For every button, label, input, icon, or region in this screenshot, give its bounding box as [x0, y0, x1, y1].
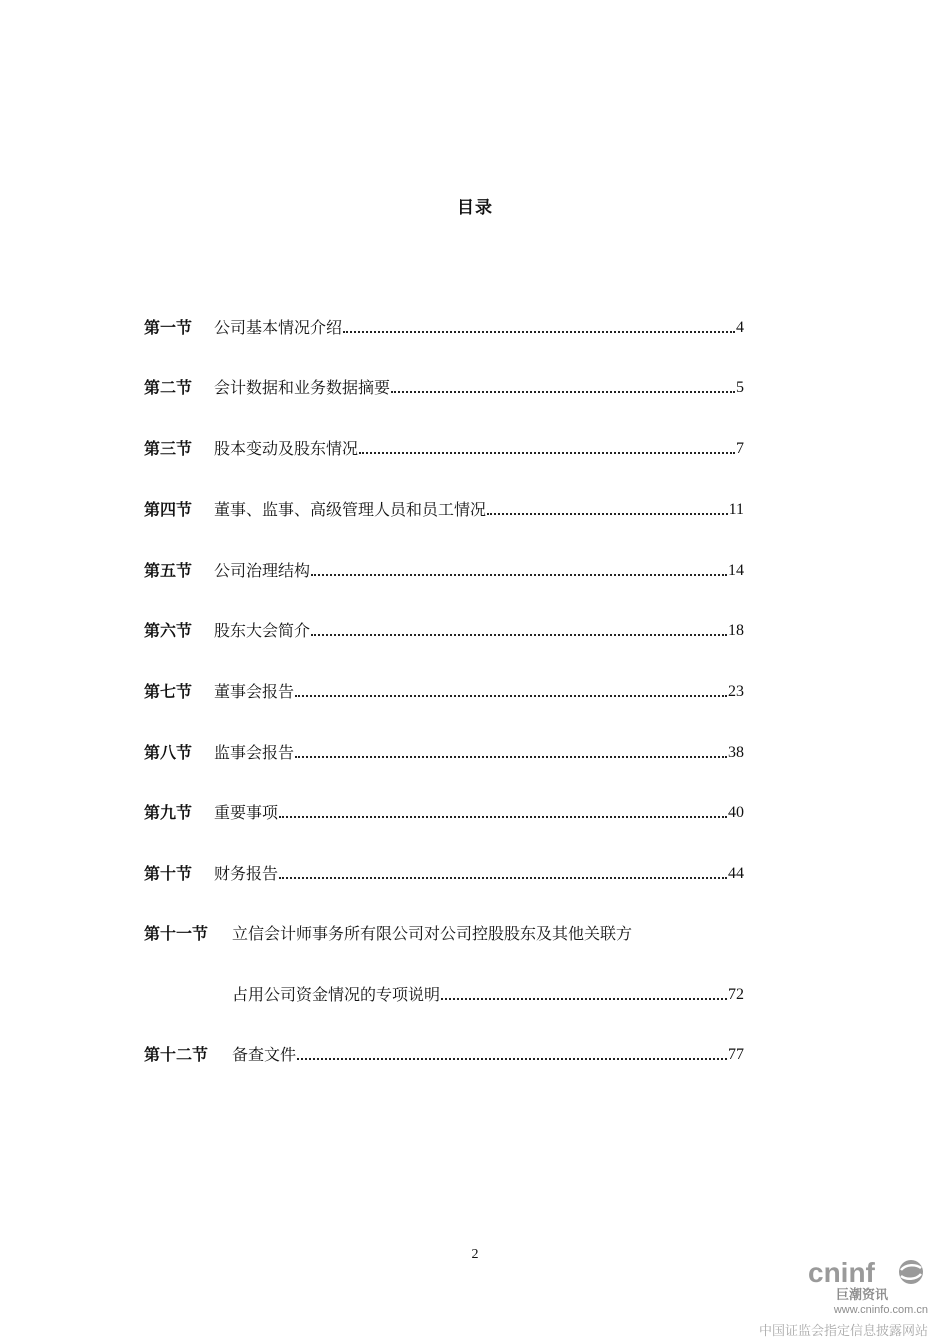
dot-leader	[391, 391, 735, 393]
toc-section-label: 第七节	[144, 682, 193, 701]
toc-title: 董事、监事、高级管理人员和员工情况	[214, 500, 487, 519]
dot-leader	[359, 452, 735, 454]
dot-leader	[279, 816, 727, 818]
toc-page-number: 11	[728, 501, 744, 518]
toc-page-number: 18	[728, 622, 744, 639]
toc-page-number: 72	[728, 986, 744, 1003]
toc-entry-6	[144, 618, 744, 642]
dot-leader	[311, 634, 727, 636]
toc-page-number: 5	[736, 379, 744, 396]
toc-entry-11-continued	[232, 982, 744, 1006]
toc-title: 董事会报告	[214, 682, 295, 701]
toc-title-continued: 占用公司资金情况的专项说明	[232, 985, 441, 1004]
toc-entry-11	[144, 921, 744, 945]
watermark-url: www.cninfo.com.cn	[833, 1304, 928, 1316]
toc-title: 财务报告	[214, 864, 279, 883]
dot-leader	[297, 1058, 727, 1060]
toc-title: 立信会计师事务所有限公司对公司控股股东及其他关联方	[232, 924, 633, 943]
toc-page-number: 7	[736, 440, 744, 457]
dot-leader	[311, 574, 727, 576]
toc-page-number: 44	[728, 865, 744, 882]
toc-entry-4	[144, 497, 744, 521]
watermark-description: 中国证监会指定信息披露网站	[758, 1324, 928, 1339]
dot-leader	[295, 695, 727, 697]
toc-title: 股本变动及股东情况	[214, 439, 359, 458]
toc-section-label: 第三节	[144, 439, 193, 458]
toc-entry-10	[144, 861, 744, 885]
toc-title: 股东大会简介	[214, 621, 311, 640]
toc-section-label: 第十二节	[144, 1045, 209, 1064]
toc-entry-1	[144, 315, 744, 339]
dot-leader	[487, 513, 728, 515]
toc-title: 重要事项	[214, 803, 279, 822]
logo-text: cninf	[808, 1257, 875, 1288]
toc-entry-12	[144, 1042, 744, 1066]
toc-title: 监事会报告	[214, 743, 295, 762]
page-title: 目录	[457, 198, 493, 218]
dot-leader	[343, 331, 735, 333]
toc-page-number: 38	[728, 744, 744, 761]
toc-page-number: 14	[728, 562, 744, 579]
toc-title: 公司基本情况介绍	[214, 318, 343, 337]
toc-entry-7	[144, 679, 744, 703]
toc-entry-3	[144, 436, 744, 460]
toc-section-label: 第四节	[144, 500, 193, 519]
toc-entry-9	[144, 800, 744, 824]
toc-section-label: 第十一节	[144, 924, 209, 943]
toc-section-label: 第二节	[144, 378, 193, 397]
toc-entry-5	[144, 558, 744, 582]
dot-leader	[295, 756, 727, 758]
toc-section-label: 第一节	[144, 318, 193, 337]
toc-section-label: 第六节	[144, 621, 193, 640]
page-number: 2	[471, 1247, 479, 1262]
toc-title: 会计数据和业务数据摘要	[214, 378, 391, 397]
dot-leader	[279, 877, 727, 879]
toc-title: 公司治理结构	[214, 561, 311, 580]
toc-page-number: 4	[736, 319, 744, 336]
toc-title: 备查文件	[232, 1045, 297, 1064]
toc-entry-8	[144, 740, 744, 764]
cninfo-watermark	[758, 1252, 928, 1339]
toc-section-label: 第九节	[144, 803, 193, 822]
watermark-name: 巨潮资讯	[835, 1288, 888, 1303]
toc-section-label: 第十节	[144, 864, 193, 883]
toc-section-label: 第八节	[144, 743, 193, 762]
dot-leader	[441, 998, 727, 1000]
toc-page-number: 40	[728, 804, 744, 821]
toc-page-number: 23	[728, 683, 744, 700]
toc-page-number: 77	[728, 1046, 744, 1063]
toc-section-label: 第五节	[144, 561, 193, 580]
toc-entry-2	[144, 375, 744, 399]
